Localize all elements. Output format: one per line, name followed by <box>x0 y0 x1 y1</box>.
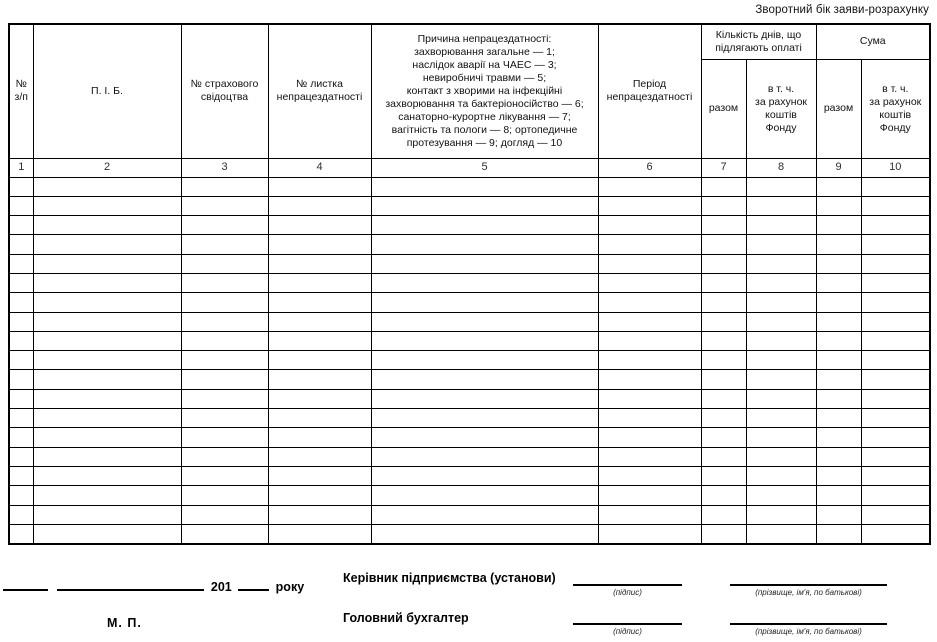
empty-cell <box>268 351 371 370</box>
empty-cell <box>598 428 701 447</box>
accountant-name-line <box>730 623 887 625</box>
empty-cell <box>861 254 930 273</box>
empty-cell <box>816 273 861 292</box>
empty-cell <box>33 370 181 389</box>
column-number: 1 <box>9 158 33 177</box>
empty-cell <box>701 293 746 312</box>
empty-cell <box>861 428 930 447</box>
empty-cell <box>181 466 268 485</box>
empty-cell <box>701 447 746 466</box>
empty-cell <box>746 486 816 505</box>
fund-line: Фонду <box>765 121 797 134</box>
empty-cell <box>9 331 33 350</box>
empty-cell <box>268 235 371 254</box>
empty-cell <box>33 505 181 524</box>
empty-cell <box>598 177 701 196</box>
table-row <box>9 466 930 485</box>
empty-cell <box>268 216 371 235</box>
empty-cell <box>268 505 371 524</box>
empty-cell <box>268 428 371 447</box>
col-header-row-number: № з/п <box>9 24 33 158</box>
empty-cell <box>9 254 33 273</box>
empty-cell <box>371 428 598 447</box>
empty-cell <box>598 216 701 235</box>
cause-line: захворювання загальне — 1; <box>414 45 555 58</box>
empty-cell <box>9 447 33 466</box>
empty-cell <box>9 524 33 543</box>
empty-cell <box>181 447 268 466</box>
empty-cell <box>33 447 181 466</box>
empty-cell <box>9 428 33 447</box>
empty-cell <box>371 196 598 215</box>
empty-cell <box>33 524 181 543</box>
empty-cell <box>268 447 371 466</box>
accountant-label: Головний бухгалтер <box>343 611 469 625</box>
empty-cell <box>181 370 268 389</box>
empty-cell <box>268 273 371 292</box>
director-signature-line <box>573 584 682 586</box>
empty-cell <box>701 370 746 389</box>
empty-cell <box>598 505 701 524</box>
empty-cell <box>746 312 816 331</box>
empty-cell <box>598 466 701 485</box>
empty-cell <box>9 389 33 408</box>
empty-cell <box>746 273 816 292</box>
table-row <box>9 524 930 543</box>
empty-cell <box>181 409 268 428</box>
empty-cell <box>598 486 701 505</box>
empty-cell <box>33 389 181 408</box>
cause-line: протезування — 9; догляд — 10 <box>406 136 563 149</box>
cause-line: вагітність та пологи — 8; ортопедичне <box>391 123 578 136</box>
empty-cell <box>9 177 33 196</box>
header-row-top <box>9 24 930 59</box>
empty-cell <box>701 505 746 524</box>
table-row <box>9 370 930 389</box>
empty-cell <box>701 486 746 505</box>
table-row <box>9 254 930 273</box>
empty-cell <box>746 331 816 350</box>
empty-cell <box>268 254 371 273</box>
empty-cell <box>181 177 268 196</box>
empty-cell <box>701 312 746 331</box>
col-header-cause <box>371 24 598 158</box>
empty-cell <box>701 351 746 370</box>
empty-cell <box>371 486 598 505</box>
empty-cell <box>33 331 181 350</box>
empty-cell <box>268 196 371 215</box>
empty-cell <box>371 177 598 196</box>
empty-cell <box>701 273 746 292</box>
empty-cell <box>33 235 181 254</box>
cause-line: санаторно-курортне лікування — 7; <box>398 110 571 123</box>
empty-cell <box>181 235 268 254</box>
empty-cell <box>9 351 33 370</box>
empty-cell <box>816 312 861 331</box>
empty-cell <box>746 505 816 524</box>
empty-cell <box>371 466 598 485</box>
empty-cell <box>181 331 268 350</box>
empty-cell <box>181 351 268 370</box>
col-header-sum-fund <box>861 59 930 158</box>
empty-cell <box>598 312 701 331</box>
empty-cell <box>33 254 181 273</box>
empty-cell <box>268 524 371 543</box>
table-row <box>9 351 930 370</box>
table-row <box>9 505 930 524</box>
table-row <box>9 331 930 350</box>
empty-cell <box>598 389 701 408</box>
empty-cell <box>816 505 861 524</box>
empty-cell <box>816 235 861 254</box>
cause-line: Причина непрацездатності: <box>417 32 552 45</box>
empty-cell <box>701 428 746 447</box>
empty-cell <box>861 524 930 543</box>
table-row <box>9 312 930 331</box>
empty-cell <box>33 177 181 196</box>
empty-cell <box>181 524 268 543</box>
empty-cell <box>861 196 930 215</box>
table-body <box>9 177 930 544</box>
empty-cell <box>598 351 701 370</box>
empty-cell <box>861 466 930 485</box>
empty-cell <box>33 312 181 331</box>
page-title: Зворотний бік заяви-розрахунку <box>755 4 929 16</box>
empty-cell <box>268 409 371 428</box>
empty-cell <box>181 273 268 292</box>
empty-cell <box>598 447 701 466</box>
empty-cell <box>816 486 861 505</box>
empty-cell <box>598 273 701 292</box>
empty-cell <box>371 216 598 235</box>
empty-cell <box>816 254 861 273</box>
empty-cell <box>816 466 861 485</box>
empty-cell <box>746 466 816 485</box>
empty-cell <box>371 351 598 370</box>
empty-cell <box>861 409 930 428</box>
empty-cell <box>701 409 746 428</box>
empty-cell <box>701 331 746 350</box>
cause-line: захворювання та бактеріоносійство — 6; <box>385 97 584 110</box>
sick-leave-table <box>8 23 931 545</box>
empty-cell <box>701 235 746 254</box>
empty-cell <box>861 312 930 331</box>
empty-cell <box>861 331 930 350</box>
empty-cell <box>746 409 816 428</box>
empty-cell <box>598 254 701 273</box>
column-number: 7 <box>701 158 746 177</box>
fund-line: Фонду <box>879 121 911 134</box>
empty-cell <box>371 409 598 428</box>
empty-cell <box>746 524 816 543</box>
empty-cell <box>701 216 746 235</box>
col-header-sick-list-number: № листка непрацездатності <box>268 24 371 158</box>
empty-cell <box>371 524 598 543</box>
empty-cell <box>861 351 930 370</box>
empty-cell <box>598 293 701 312</box>
fund-line: коштів <box>765 108 797 121</box>
empty-cell <box>598 370 701 389</box>
empty-cell <box>371 505 598 524</box>
director-name-line <box>730 584 887 586</box>
empty-cell <box>268 389 371 408</box>
empty-cell <box>746 177 816 196</box>
empty-cell <box>33 293 181 312</box>
empty-cell <box>33 273 181 292</box>
empty-cell <box>9 466 33 485</box>
column-numbering-row <box>9 158 930 177</box>
empty-cell <box>598 331 701 350</box>
empty-cell <box>746 389 816 408</box>
table-row <box>9 447 930 466</box>
empty-cell <box>9 409 33 428</box>
empty-cell <box>816 331 861 350</box>
date-blank-line <box>57 578 204 591</box>
empty-cell <box>268 177 371 196</box>
empty-cell <box>181 486 268 505</box>
empty-cell <box>746 370 816 389</box>
empty-cell <box>181 293 268 312</box>
empty-cell <box>816 447 861 466</box>
empty-cell <box>598 235 701 254</box>
empty-cell <box>33 216 181 235</box>
empty-cell <box>181 428 268 447</box>
signature-caption: (підпис) <box>613 588 642 597</box>
empty-cell <box>861 235 930 254</box>
empty-cell <box>816 177 861 196</box>
cause-line: контакт з хворими на інфекційні <box>406 84 563 97</box>
group-header-sum: Сума <box>816 24 930 59</box>
col-header-insurance-cert: № страхового свідоцтва <box>181 24 268 158</box>
empty-cell <box>861 505 930 524</box>
column-number: 6 <box>598 158 701 177</box>
seal-place-label: М. П. <box>107 616 142 630</box>
empty-cell <box>181 216 268 235</box>
empty-cell <box>268 486 371 505</box>
empty-cell <box>33 486 181 505</box>
empty-cell <box>746 196 816 215</box>
empty-cell <box>861 216 930 235</box>
empty-cell <box>9 293 33 312</box>
empty-cell <box>371 273 598 292</box>
empty-cell <box>181 505 268 524</box>
empty-cell <box>181 254 268 273</box>
empty-cell <box>746 293 816 312</box>
empty-cell <box>598 409 701 428</box>
empty-cell <box>861 293 930 312</box>
fund-line: коштів <box>879 108 912 121</box>
date-blank-line <box>3 578 48 591</box>
empty-cell <box>746 428 816 447</box>
table-row <box>9 216 930 235</box>
empty-cell <box>371 312 598 331</box>
column-number: 4 <box>268 158 371 177</box>
empty-cell <box>181 389 268 408</box>
group-header-days: Кількість днів, що підлягають оплаті <box>701 24 816 59</box>
year-blank-line <box>238 578 269 591</box>
col-header-period: Період непрацездатності <box>598 24 701 158</box>
empty-cell <box>371 389 598 408</box>
fund-line: в т. ч. <box>767 82 795 95</box>
director-label: Керівник підприємства (установи) <box>343 571 556 585</box>
empty-cell <box>816 428 861 447</box>
empty-cell <box>701 254 746 273</box>
column-number: 5 <box>371 158 598 177</box>
column-number: 8 <box>746 158 816 177</box>
year-word: року <box>275 580 305 594</box>
empty-cell <box>861 486 930 505</box>
table-row <box>9 428 930 447</box>
empty-cell <box>746 216 816 235</box>
empty-cell <box>9 216 33 235</box>
empty-cell <box>598 524 701 543</box>
empty-cell <box>371 293 598 312</box>
table-row <box>9 389 930 408</box>
empty-cell <box>816 389 861 408</box>
empty-cell <box>746 254 816 273</box>
empty-cell <box>181 196 268 215</box>
empty-cell <box>861 370 930 389</box>
table-row <box>9 235 930 254</box>
fund-line: за рахунок <box>869 95 922 108</box>
empty-cell <box>33 409 181 428</box>
empty-cell <box>598 196 701 215</box>
table-row <box>9 486 930 505</box>
col-header-days-fund <box>746 59 816 158</box>
empty-cell <box>9 505 33 524</box>
empty-cell <box>816 524 861 543</box>
cause-line: наслідок аварії на ЧАЕС — 3; <box>412 58 557 71</box>
empty-cell <box>33 466 181 485</box>
col-header-sum-total: разом <box>816 59 861 158</box>
column-number: 10 <box>861 158 930 177</box>
empty-cell <box>816 293 861 312</box>
table-row <box>9 409 930 428</box>
col-header-full-name: П. І. Б. <box>33 24 181 158</box>
empty-cell <box>9 486 33 505</box>
empty-cell <box>9 273 33 292</box>
empty-cell <box>816 351 861 370</box>
empty-cell <box>701 196 746 215</box>
empty-cell <box>33 351 181 370</box>
date-block <box>3 578 306 596</box>
table-row <box>9 293 930 312</box>
empty-cell <box>268 293 371 312</box>
empty-cell <box>701 177 746 196</box>
year-prefix: 201 <box>210 580 232 594</box>
column-number: 2 <box>33 158 181 177</box>
accountant-signature-line <box>573 623 682 625</box>
name-caption: (прізвище, ім'я, по батькові) <box>755 588 862 597</box>
column-number: 3 <box>181 158 268 177</box>
empty-cell <box>861 177 930 196</box>
empty-cell <box>9 235 33 254</box>
empty-cell <box>816 216 861 235</box>
empty-cell <box>746 351 816 370</box>
empty-cell <box>371 331 598 350</box>
fund-line: за рахунок <box>755 95 807 108</box>
empty-cell <box>371 447 598 466</box>
empty-cell <box>701 389 746 408</box>
empty-cell <box>268 312 371 331</box>
empty-cell <box>33 428 181 447</box>
empty-cell <box>9 196 33 215</box>
empty-cell <box>746 447 816 466</box>
empty-cell <box>371 254 598 273</box>
signature-caption: (підпис) <box>613 627 642 636</box>
empty-cell <box>816 409 861 428</box>
empty-cell <box>861 447 930 466</box>
empty-cell <box>816 196 861 215</box>
fund-line: в т. ч. <box>882 82 909 95</box>
empty-cell <box>746 235 816 254</box>
empty-cell <box>371 370 598 389</box>
empty-cell <box>33 196 181 215</box>
empty-cell <box>816 370 861 389</box>
table-row <box>9 177 930 196</box>
empty-cell <box>701 466 746 485</box>
empty-cell <box>861 389 930 408</box>
empty-cell <box>181 312 268 331</box>
empty-cell <box>268 466 371 485</box>
table-row <box>9 273 930 292</box>
empty-cell <box>701 524 746 543</box>
col-header-days-total: разом <box>701 59 746 158</box>
empty-cell <box>371 235 598 254</box>
empty-cell <box>9 312 33 331</box>
empty-cell <box>268 370 371 389</box>
name-caption: (прізвище, ім'я, по батькові) <box>755 627 862 636</box>
column-number: 9 <box>816 158 861 177</box>
cause-line: невиробничі травми — 5; <box>422 71 547 84</box>
empty-cell <box>861 273 930 292</box>
empty-cell <box>268 331 371 350</box>
empty-cell <box>9 370 33 389</box>
table-row <box>9 196 930 215</box>
